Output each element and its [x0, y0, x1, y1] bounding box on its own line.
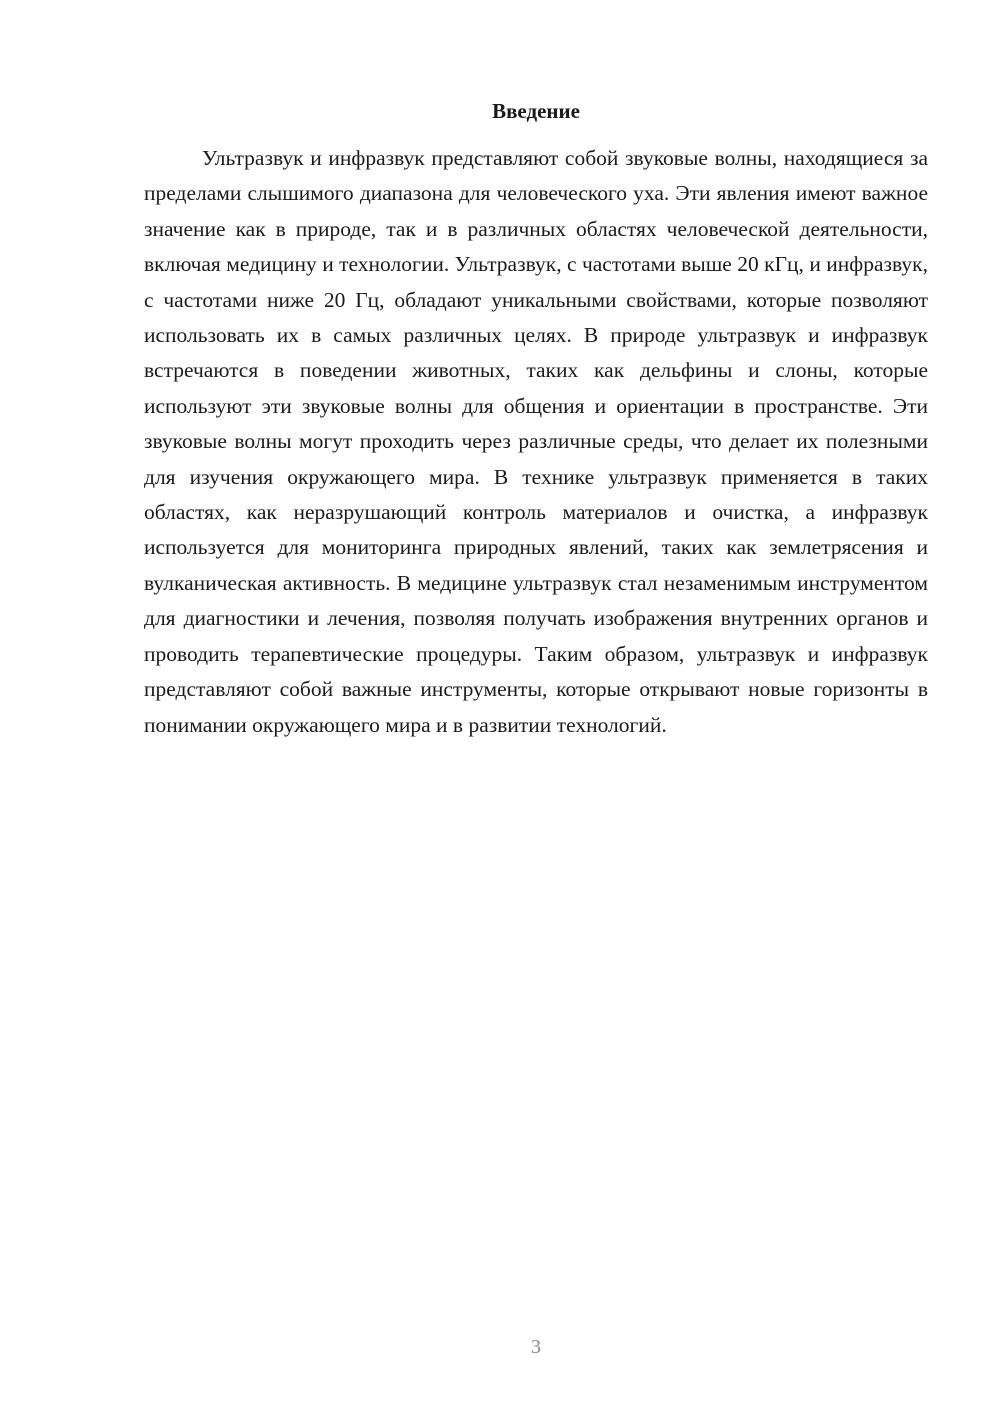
body-paragraph: Ультразвук и инфразвук представляют собой звуковые волны, находящиеся за пределами слышимого диапазона для человеческого уха. Эти явления имеют важное значение как в природе, так и в различных областях человеческой деятельности, включая медицину и технологии. Ультразвук, с частотами выше 20 кГц, и инфразвук, с частотами ниже 20 Гц, обладают уникальными свойствами, которые позволяют использовать их в самых различных целях. В природе ультразвук и инфразвук встречаются в поведении животных, таких как дельфины и слоны, которые используют эти звуковые волны для общения и ориентации в пространстве. Эти звуковые волны могут проходить через различные среды, что делает их полезными для изучения окружающего мира. В технике ультразвук применяется в таких областях, как неразрушающий контроль материалов и очистка, а инфразвук используется для мониторинга природных явлений, таких как землетрясения и вулканическая активность. В медицине ультразвук стал незаменимым инструментом для диагностики и лечения, позволяя получать изображения внутренних органов и проводить терапевтические процедуры. Таким образом, ультразвук и инфразвук представляют собой важные инструменты, которые открывают новые горизонты в понимании окружающего мира и в развитии технологий.	[144, 146, 928, 737]
page-number: 3	[531, 1336, 541, 1358]
section-heading: Введение	[492, 99, 580, 123]
